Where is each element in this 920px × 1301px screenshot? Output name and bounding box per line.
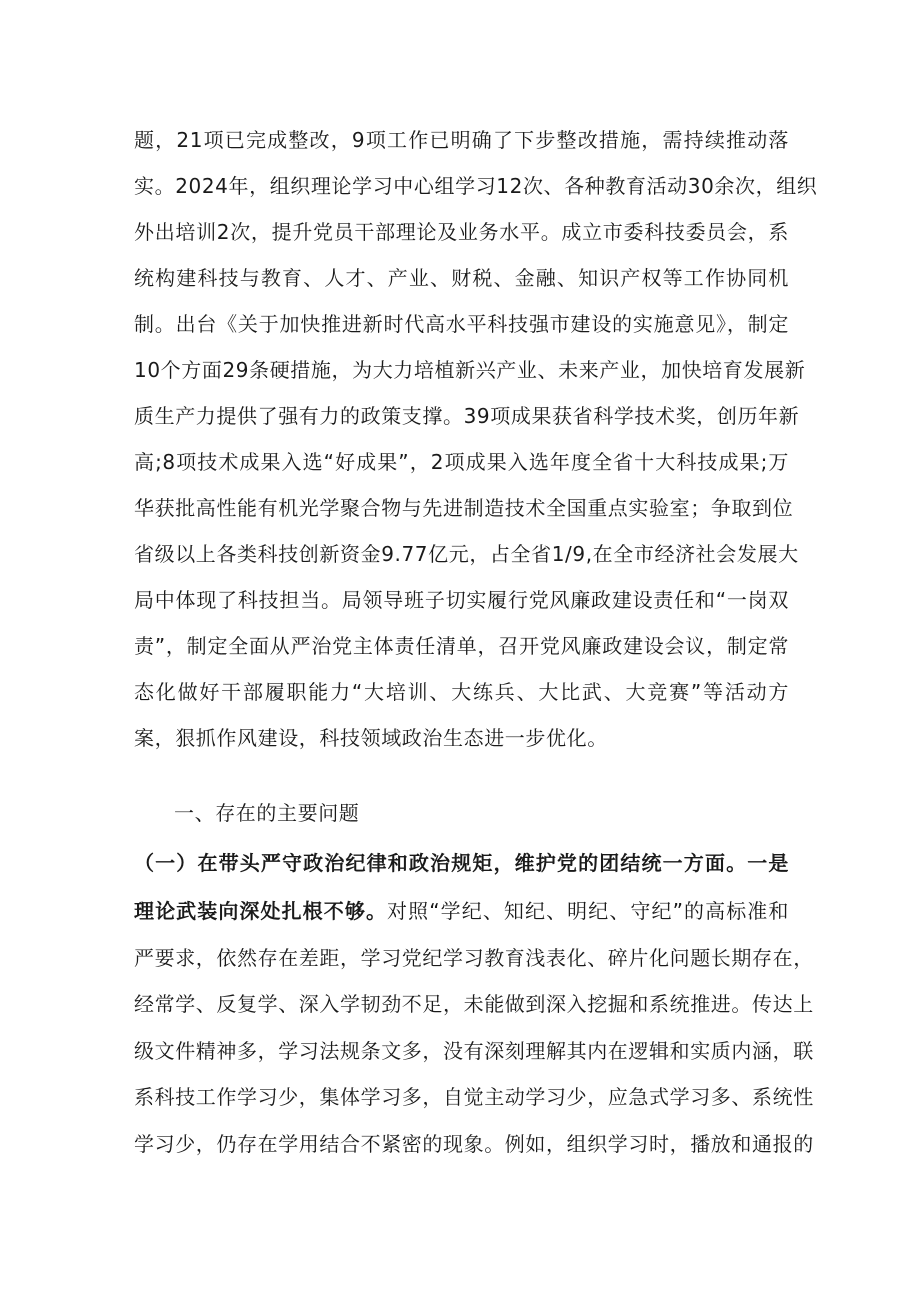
body-text-line: 质生产力提供了强有力的政策支撑。39项成果获省科学技术奖，创历年新: [134, 404, 800, 428]
body-text-line: 10个方面29条硬措施，为大力培植新兴产业、未来产业，加快培育发展新: [134, 358, 806, 382]
body-text-line: 外出培训2次，提升党员干部理论及业务水平。成立市委科技委员会，系: [134, 220, 789, 244]
body-text-line: 级文件精神多，学习法规条文多，没有深刻理解其内在逻辑和实质内涵，联: [134, 1039, 814, 1063]
section-heading: 一、存在的主要问题: [174, 801, 360, 825]
body-text-line: 统构建科技与教育、人才、产业、财税、金融、知识产权等工作协同机: [134, 266, 789, 290]
body-text-line: 实。2024年，组织理论学习中心组学习12次、各种教育活动30余次，组织: [134, 174, 818, 198]
body-text-line: 经常学、反复学、深入学韧劲不足，未能做到深入挖掘和系统推进。传达上: [134, 992, 814, 1016]
body-text-line: 高;8项技术成果入选“好成果”，2项成果入选年度全省十大科技成果;万: [134, 450, 789, 474]
subsection-lead-bold: 理论武装向深处扎根不够。: [134, 899, 388, 923]
subsection-lead-rest: 对照“学纪、知纪、明纪、守纪”的高标准和: [387, 899, 789, 923]
body-text-line: 责”，制定全面从严治党主体责任清单，召开党风廉政建设会议，制定常: [134, 634, 789, 658]
body-text-line: 系科技工作学习少，集体学习多，自觉主动学习少，应急式学习多、系统性: [134, 1085, 814, 1109]
body-text-line: 制。出台《关于加快推进新时代高水平科技强市建设的实施意见》，制定: [134, 312, 789, 336]
subsection-heading-line: （一）在带头严守政治纪律和政治规矩，维护党的团结统一方面。一是: [134, 851, 789, 875]
body-text-line: 题，21项已完成整改，9项工作已明确了下步整改措施，需持续推动落: [134, 128, 789, 152]
body-text-line: 局中体现了科技担当。局领导班子切实履行党风廉政建设责任和“一岗双: [134, 588, 789, 612]
body-text-line: 态化做好干部履职能力“大培训、大练兵、大比武、大竞赛”等活动方: [134, 680, 789, 704]
body-text-line: 严要求，依然存在差距，学习党纪学习教育浅表化、碎片化问题长期存在，: [134, 946, 814, 970]
body-text-line: 学习少，仍存在学用结合不紧密的现象。例如，组织学习时，播放和通报的: [134, 1132, 814, 1156]
body-text-line: 华获批高性能有机光学聚合物与先进制造技术全国重点实验室；争取到位: [134, 496, 794, 520]
body-text-line: 案，狠抓作风建设，科技领域政治生态进一步优化。: [134, 726, 608, 750]
body-text-line: 省级以上各类科技创新资金9.77亿元，占全省1/9,在全市经济社会发展大: [134, 542, 799, 566]
subsection-lead-line: [134, 891, 789, 931]
